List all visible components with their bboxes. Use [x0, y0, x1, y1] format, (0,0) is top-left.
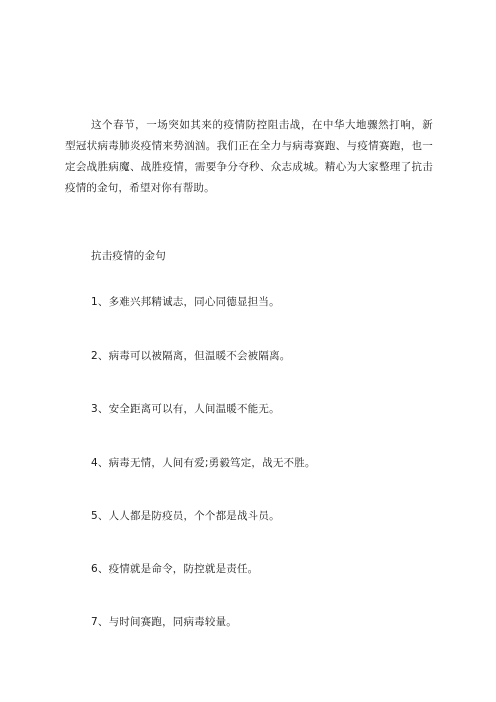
intro-paragraph: 这个春节，一场突如其来的疫情防控阻击战，在中华大地骤然打响，新型冠状病毒肺炎疫情来势汹汹。我们正在全力与病毒赛跑、与疫情赛跑，也一定会战胜病魔、战胜疫情，需要争分夺秒、众志成城。精心为大家整理了抗击疫情的金句，希望对你有帮助。: [65, 119, 433, 194]
quote-item: 4、病毒无情，人间有爱;勇毅笃定，战无不胜。: [91, 457, 316, 469]
quote-item: 1、多难兴邦精诚志，同心同德显担当。: [91, 296, 280, 308]
quote-item: 7、与时间赛跑，同病毒较量。: [91, 616, 237, 628]
section-heading: 抗击疫情的金句: [91, 250, 166, 262]
quote-item: 6、疫情就是命令，防控就是责任。: [91, 563, 259, 575]
quote-item: 2、病毒可以被隔离，但温暖不会被隔离。: [91, 350, 291, 362]
quote-item: 3、安全距离可以有，人间温暖不能无。: [91, 403, 280, 415]
quote-item: 5、人人都是防疫员，个个都是战斗员。: [91, 510, 280, 522]
